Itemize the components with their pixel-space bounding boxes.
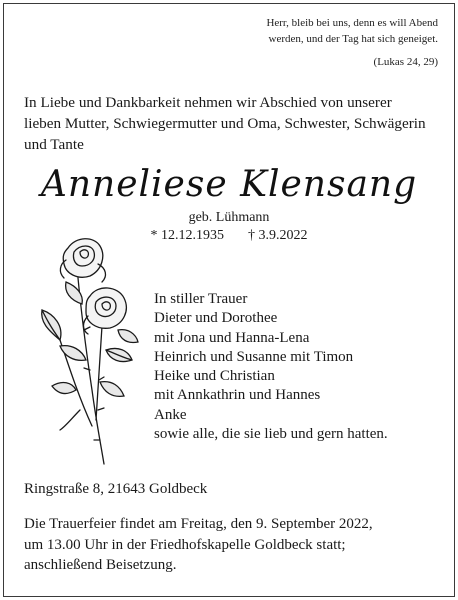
intro-line: In Liebe und Dankbarkeit nehmen wir Abschied von unserer — [24, 94, 392, 111]
service-info — [24, 514, 444, 576]
service-line: um 13.00 Uhr in der Friedhofskapelle Goldbeck statt; — [24, 536, 346, 553]
mourners-line: mit Jona und Hanna-Lena — [154, 329, 310, 346]
intro-text — [24, 92, 444, 155]
mourners-line: Dieter und Dorothee — [154, 310, 278, 327]
quote-line: werden, und der Tag hat sich geneiget. — [268, 33, 438, 45]
birth-name: geb. Lühmann — [188, 210, 270, 225]
mourners-list — [154, 290, 388, 444]
service-line: anschließend Beisetzung. — [24, 557, 177, 573]
service-line: Die Trauerfeier findet am Freitag, den 9. September 2022, — [24, 516, 373, 532]
bible-quote — [266, 15, 438, 70]
intro-line: lieben Mutter, Schwiegermutter und Oma, Schwester, Schwägerin — [24, 115, 426, 132]
mourners-line: Heike und Christian — [154, 368, 275, 385]
quote-line: Herr, bleib bei uns, denn es will Abend — [266, 17, 438, 29]
mourners-line: Anke — [154, 406, 187, 423]
intro-line: und Tante — [24, 136, 84, 153]
birth-date: * 12.12.1935 — [150, 228, 224, 243]
mourners-line: sowie alle, die sie lieb und gern hatten. — [154, 426, 388, 443]
quote-reference: (Lukas 24, 29) — [373, 56, 438, 68]
address: Ringstraße 8, 21643 Goldbeck — [24, 481, 208, 497]
deceased-name: Anneliese Klensang — [40, 164, 418, 205]
mourners-line: In stiller Trauer — [154, 291, 248, 307]
rose-illustration — [20, 230, 146, 466]
mourners-line: mit Annkathrin und Hannes — [154, 387, 321, 404]
death-date: † 3.9.2022 — [248, 228, 308, 243]
mourners-line: Heinrich und Susanne mit Timon — [154, 348, 354, 365]
